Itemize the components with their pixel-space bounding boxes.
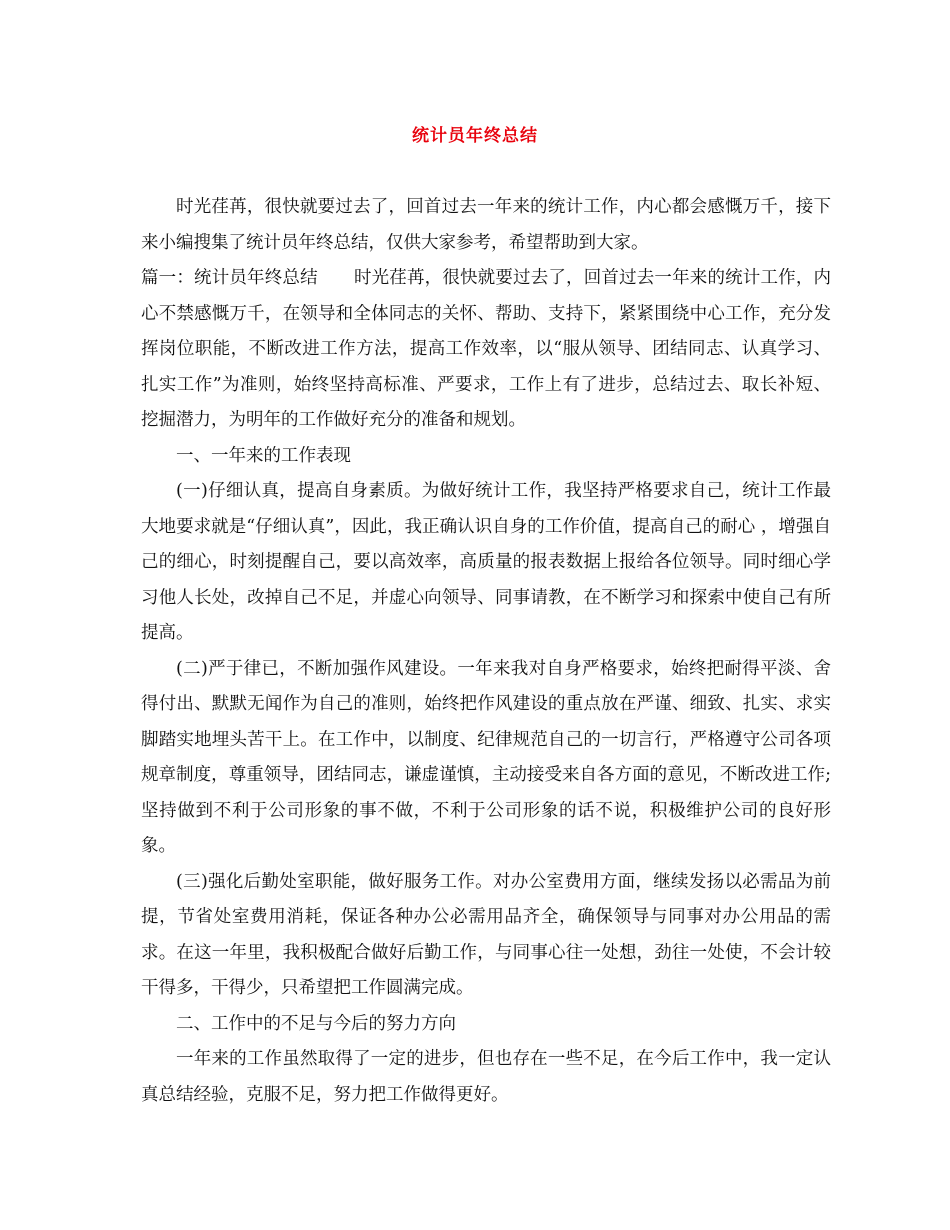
closing-paragraph: 一年来的工作虽然取得了一定的进步，但也存在一些不足，在今后工作中，我一定认真总结经验，克服不足，努力把工作做得更好。 [141,1049,831,1105]
part-one-label: 篇一：统计员年终总结 [141,268,318,288]
item-logistics-service: (三)强化后勤处室职能，做好服务工作。对办公室费用方面，继续发扬以必需品为前提，节省处室费用消耗，保证各种办公必需用品齐全，确保领导与同事对办公用品的需求。在这一年里，我积极配合做好后勤工作，与同事心往一处想，劲往一处使，不会计较干得多，干得少，只希望把工作圆满完成。 [141,871,831,998]
section-heading-shortcomings: 二、工作中的不足与今后的努力方向 [176,1013,456,1034]
item-careful-diligent: (一)仔细认真，提高自身素质。为做好统计工作，我坚持严格要求自己，统计工作最大地要求就是“仔细认真”，因此，我正确认识自身的工作价值，提高自己的耐心 ，增强自己的细心，时刻提醒自己，要以高效率，高质量的报表数据上报给各位领导。同时细心学习他人长处，改掉自己不足，并虚心向领导、同事请教，在不断学习和探索中使自己有所提高。 [141,481,831,643]
item-self-discipline: (二)严于律已，不断加强作风建设。一年来我对自身严格要求，始终把耐得平淡、舍得付出、默默无闻作为自己的准则，始终把作风建设的重点放在严谨、细致、扎实、求实脚踏实地埋头苦干上。在工作中，以制度、纪律规范自己的一切言行，严格遵守公司各项规章制度，尊重领导，团结同志，谦虚谨慎，主动接受来自各方面的意见，不断改进工作;坚持做到不利于公司形象的事不做，不利于公司形象的话不说，积极维护公司的良好形象。 [141,658,831,856]
part-one-text: 时光荏苒，很快就要过去了，回首过去一年来的统计工作，内心不禁感慨万千，在领导和全体同志的关怀、帮助、支持下，紧紧围绕中心工作，充分发挥岗位职能，不断改进工作方法，提高工作效率，以“服从领导、团结同志、认真学习、扎实工作”为准则，始终坚持高标准、严要求，工作上有了进步，总结过去、取长补短、挖掘潜力，为明年的工作做好充分的准备和规划。 [141,268,832,430]
document-body [141,190,831,1113]
part-one-paragraph [141,261,831,439]
intro-paragraph: 时光荏苒，很快就要过去了，回首过去一年来的统计工作，内心都会感慨万千，接下来小编搜集了统计员年终总结，仅供大家参考，希望帮助到大家。 [141,197,831,253]
document-title: 统计员年终总结 [412,126,538,146]
section-heading-work-performance: 一、一年来的工作表现 [176,445,351,466]
